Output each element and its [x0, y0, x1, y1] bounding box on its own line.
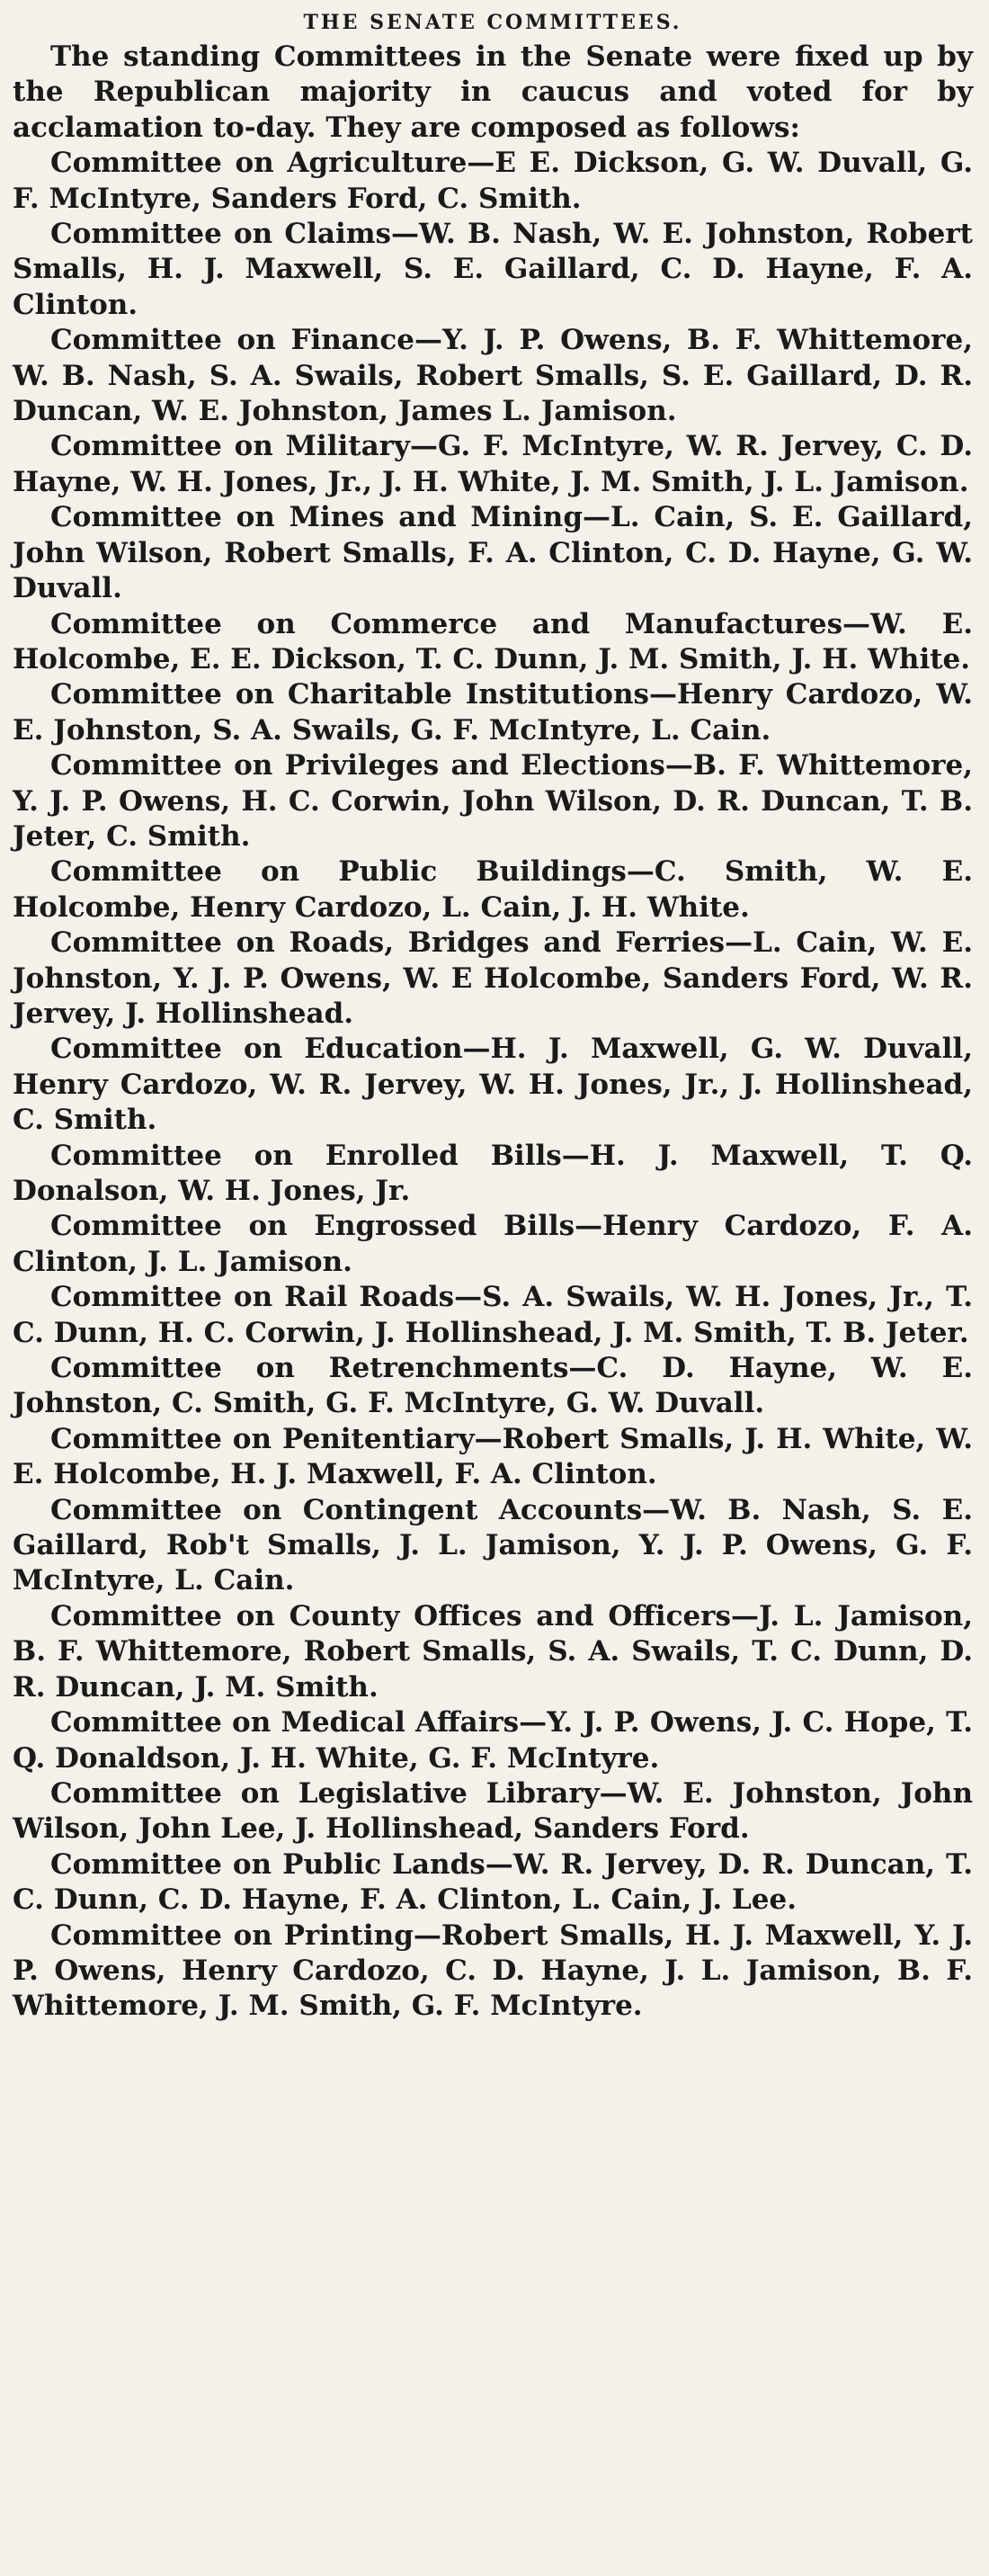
committee-engrossed-bills: Committee on Engrossed Bills—Henry Cardozo, F. A. Clinton, J. L. Jamison. [13, 1210, 973, 1278]
committee-printing: Committee on Printing—Robert Smalls, H. J. Maxwell, Y. J. P. Owens, Henry Cardozo, C. D. Hayne, J. L. Jamison, B. F. Whittemore, J. M. Smith, G. F. McIntyre. [13, 1919, 973, 2023]
committee-retrenchments: Committee on Retrenchments—C. D. Hayne, W. E. Johnston, C. Smith, G. F. McIntyre, G. W. Duvall. [13, 1352, 973, 1420]
committee-mines-and-mining: Committee on Mines and Mining—L. Cain, S. E. Gaillard, John Wilson, Robert Smalls, F. A. Clinton, C. D. Hayne, G. W. Duvall. [13, 501, 973, 605]
committee-penitentiary: Committee on Penitentiary—Robert Smalls, J. H. White, W. E. Holcombe, H. J. Maxwell, F. A. Clinton. [13, 1422, 973, 1491]
committee-agriculture: Committee on Agriculture—E E. Dickson, G. W. Duvall, G. F. McIntyre, Sanders Ford, C. Smith. [13, 147, 973, 215]
committee-public-buildings: Committee on Public Buildings—C. Smith, W. E. Holcombe, Henry Cardozo, L. Cain, J. H. White. [13, 855, 973, 924]
committee-roads-bridges-ferries: Committee on Roads, Bridges and Ferries—L. Cain, W. E. Johnston, Y. J. P. Owens, W. E Holcombe, Sanders Ford, W. R. Jervey, J. Hollinshead. [13, 926, 973, 1030]
committee-education: Committee on Education—H. J. Maxwell, G. W. Duvall, Henry Cardozo, W. R. Jervey, W. H. Jones, Jr., J. Hollinshead, C. Smith. [13, 1033, 973, 1137]
committee-claims: Committee on Claims—W. B. Nash, W. E. Johnston, Robert Smalls, H. J. Maxwell, S. E. Gaillard, C. D. Hayne, F. A. Clinton. [13, 218, 973, 321]
committee-county-offices-and-officers: Committee on County Offices and Officers—J. L. Jamison, B. F. Whittemore, Robert Smalls, S. A. Swails, T. C. Dunn, D. R. Duncan, J. M. Smith. [13, 1599, 973, 1704]
committee-public-lands: Committee on Public Lands—W. R. Jervey, D. R. Duncan, T. C. Dunn, C. D. Hayne, F. A. Clinton, L. Cain, J. Lee. [13, 1847, 973, 1917]
article-headline: THE SENATE COMMITTEES. [303, 11, 682, 34]
committee-legislative-library: Committee on Legislative Library—W. E. Johnston, John Wilson, John Lee, J. Hollinshead, Sanders Ford. [13, 1776, 973, 1846]
committee-charitable-institutions: Committee on Charitable Institutions—Henry Cardozo, W. E. Johnston, S. A. Swails, G. F. McIntyre, L. Cain. [13, 678, 973, 747]
committee-medical-affairs: Committee on Medical Affairs—Y. J. P. Owens, J. C. Hope, T. Q. Donaldson, J. H. White, G. F. McIntyre. [13, 1706, 973, 1775]
intro-paragraph: The standing Committees in the Senate were fixed up by the Republican majority in caucus and voted for by acclamation to-day. They are composed as follows: [13, 40, 973, 144]
committee-commerce-and-manufactures: Committee on Commerce and Manufactures—W. E. Holcombe, E. E. Dickson, T. C. Dunn, J. M. Smith, J. H. White. [13, 607, 973, 675]
committee-finance: Committee on Finance—Y. J. P. Owens, B. F. Whittemore, W. B. Nash, S. A. Swails, Robert Smalls, S. E. Gaillard, D. R. Duncan, W. E. Johnston, James L. Jamison. [13, 324, 973, 428]
committee-military: Committee on Military—G. F. McIntyre, W. R. Jervey, C. D. Hayne, W. H. Jones, Jr., J. H. White, J. M. Smith, J. L. Jamison. [13, 430, 973, 498]
committee-rail-roads: Committee on Rail Roads—S. A. Swails, W. H. Jones, Jr., T. C. Dunn, H. C. Corwin, J. Hollinshead, J. M. Smith, T. B. Jeter. [13, 1281, 973, 1349]
committee-contingent-accounts: Committee on Contingent Accounts—W. B. Nash, S. E. Gaillard, Rob't Smalls, J. L. Jamison, Y. J. P. Owens, G. F. McIntyre, L. Cain. [13, 1493, 973, 1597]
committee-privileges-and-elections: Committee on Privileges and Elections—B. F. Whittemore, Y. J. P. Owens, H. C. Corwin, John Wilson, D. R. Duncan, T. B. Jeter, C. Smith. [13, 749, 973, 853]
committee-enrolled-bills: Committee on Enrolled Bills—H. J. Maxwell, T. Q. Donalson, W. H. Jones, Jr. [13, 1139, 973, 1207]
